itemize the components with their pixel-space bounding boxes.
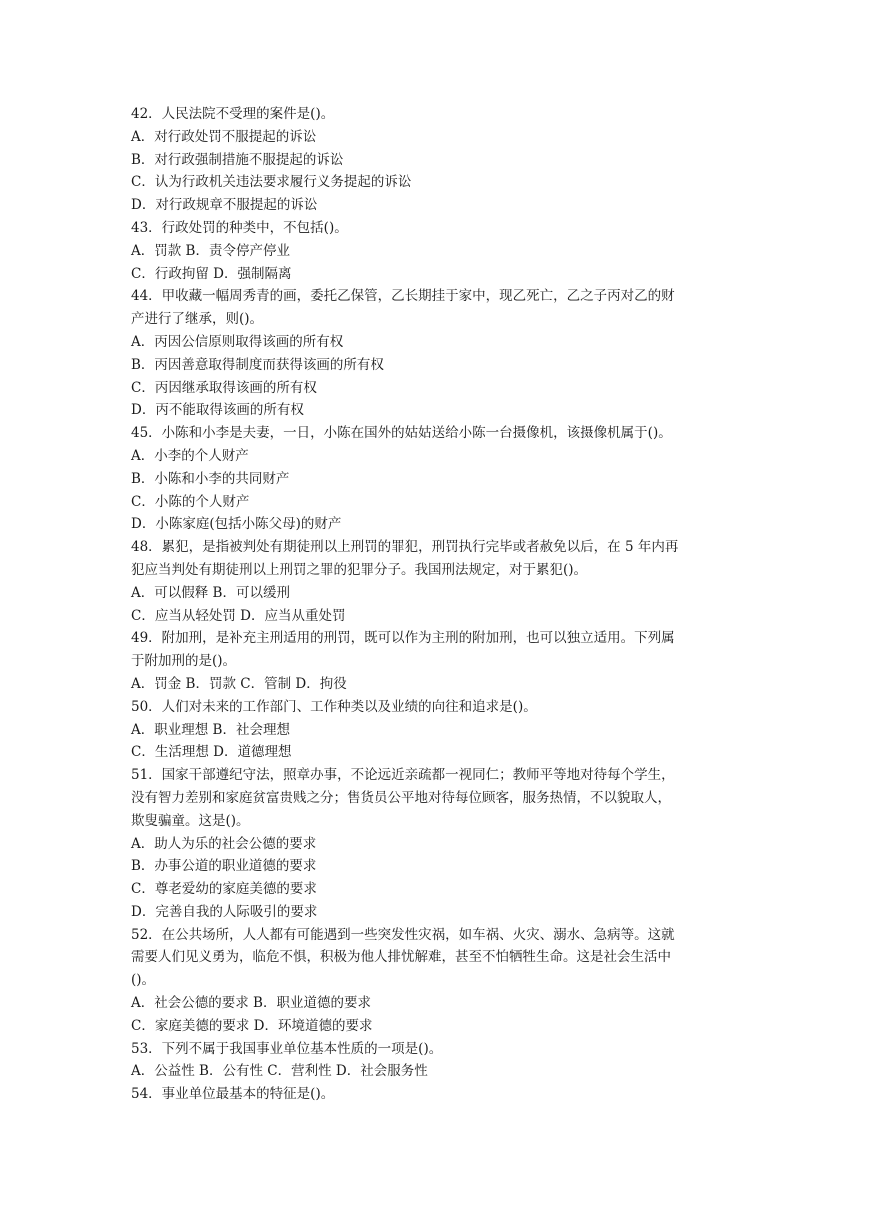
text-line: A．职业理想 B．社会理想 <box>131 721 290 738</box>
text-line: D．完善自我的人际吸引的要求 <box>131 903 318 920</box>
text-line: 欺叟骗童。这是()。 <box>131 812 250 829</box>
text-line: A．社会公德的要求 B．职业道德的要求 <box>131 995 371 1012</box>
text-line: 52．在公共场所，人人都有可能遇到一些突发性灾祸，如车祸、火灾、溺水、急病等。这就 <box>131 926 675 943</box>
text-line: ()。 <box>131 972 156 989</box>
text-line: 54．事业单位最基本的特征是()。 <box>131 1086 335 1103</box>
text-line: C．丙因继承取得该画的所有权 <box>131 379 317 396</box>
text-line: C．行政拘留 D．强制隔离 <box>131 265 292 282</box>
text-line: 44．甲收藏一幅周秀青的画，委托乙保管，乙长期挂于家中，现乙死亡，乙之子丙对乙的财 <box>131 288 675 305</box>
text-line: B．办事公道的职业道德的要求 <box>131 858 317 875</box>
text-line: A．助人为乐的社会公德的要求 <box>131 835 317 852</box>
text-line: 犯应当判处有期徒刑以上刑罚之罪的犯罪分子。我国刑法规定，对于累犯()。 <box>131 561 588 578</box>
text-line: C．小陈的个人财产 <box>131 493 250 510</box>
text-line: 没有智力差别和家庭贫富贵贱之分；售货员公平地对待每位顾客，服务热情，不以貌取人， <box>131 789 671 806</box>
text-line: A．可以假释 B．可以缓刑 <box>131 584 290 601</box>
text-line: C．家庭美德的要求 D．环境道德的要求 <box>131 1017 373 1034</box>
text-line: B．对行政强制措施不服提起的诉讼 <box>131 151 344 168</box>
text-line: 53．下列不属于我国事业单位基本性质的一项是()。 <box>131 1040 443 1057</box>
text-line: A．公益性 B．公有性 C．营利性 D．社会服务性 <box>131 1063 428 1080</box>
text-line: 43．行政处罚的种类中，不包括()。 <box>131 219 348 236</box>
text-line: B．小陈和小李的共同财产 <box>131 470 290 487</box>
text-line: C．应当从轻处罚 D．应当从重处罚 <box>131 607 346 624</box>
text-line: 45．小陈和小李是夫妻，一日，小陈在国外的姑姑送给小陈一台摄像机，该摄像机属于()。 <box>131 425 672 442</box>
text-line: C．尊老爱幼的家庭美德的要求 <box>131 881 317 898</box>
text-line: 于附加刑的是()。 <box>131 653 237 670</box>
text-line: D．丙不能取得该画的所有权 <box>131 402 304 419</box>
text-line: 48．累犯，是指被判处有期徒刑以上刑罚的罪犯，刑罚执行完毕或者赦免以后，在 5 年内再 <box>131 539 679 556</box>
text-line: B．丙因善意取得制度而获得该画的所有权 <box>131 356 384 373</box>
text-line: 产进行了继承，则()。 <box>131 311 264 328</box>
text-line: A．丙因公信原则取得该画的所有权 <box>131 333 344 350</box>
text-line: C．认为行政机关违法要求履行义务提起的诉讼 <box>131 174 412 191</box>
text-line: 51．国家干部遵纪守法，照章办事，不论远近亲疏都一视同仁；教师平等地对待每个学生， <box>131 767 675 784</box>
text-line: C．生活理想 D．道德理想 <box>131 744 292 761</box>
text-line: A．对行政处罚不服提起的诉讼 <box>131 128 317 145</box>
text-line: D．对行政规章不服提起的诉讼 <box>131 197 318 214</box>
text-line: 50．人们对未来的工作部门、工作种类以及业绩的向往和追求是()。 <box>131 698 537 715</box>
text-line: 需要人们见义勇为，临危不惧，积极为他人排忧解难，甚至不怕牺牲生命。这是社会生活中 <box>131 949 671 966</box>
document-page <box>131 103 741 1106</box>
text-line: D．小陈家庭(包括小陈父母)的财产 <box>131 516 342 533</box>
text-line: A．小李的个人财产 <box>131 447 249 464</box>
text-line: 42．人民法院不受理的案件是()。 <box>131 106 335 122</box>
text-line: A．罚款 B．责令停产停业 <box>131 242 290 259</box>
text-line: 49．附加刑，是补充主刑适用的刑罚，既可以作为主刑的附加刑，也可以独立适用。下列属 <box>131 630 675 647</box>
text-line: A．罚金 B．罚款 C．管制 D．拘役 <box>131 675 347 692</box>
